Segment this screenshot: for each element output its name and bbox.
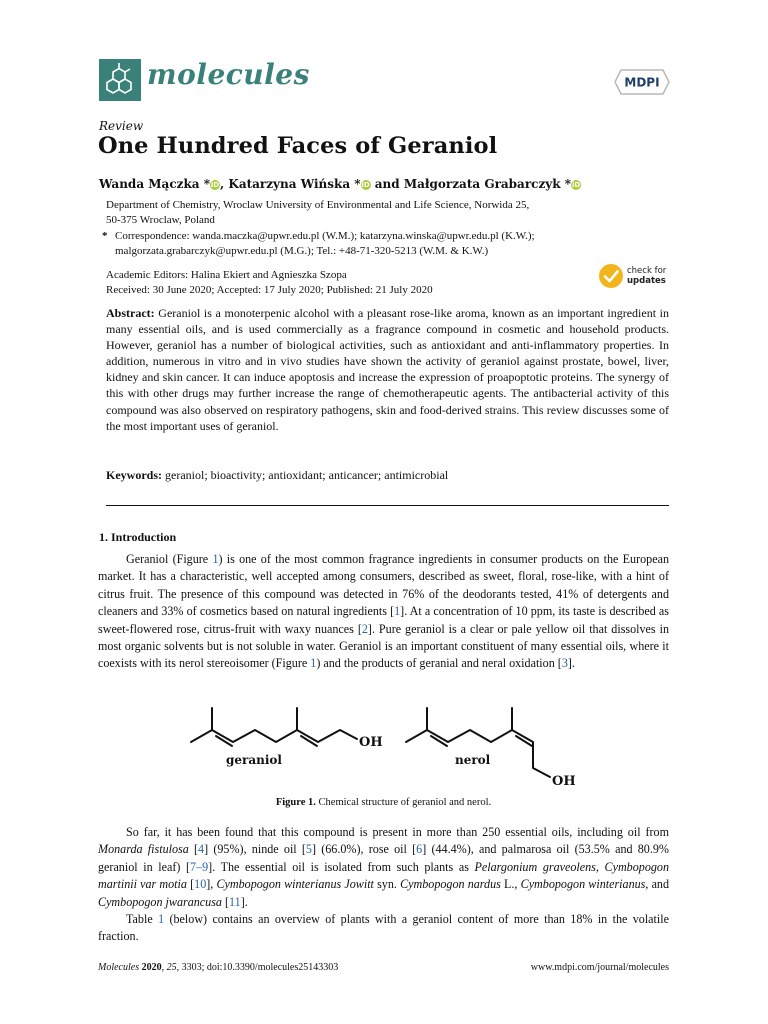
caption-text: Chemical structure of geraniol and nerol.	[318, 797, 492, 808]
affiliation-line: 50-375 Wroclaw, Poland	[106, 214, 215, 227]
footer-citation: Molecules 2020, 25, 3303; doi:10.3390/molecules25143303	[98, 962, 339, 973]
text-run: ) and the products of geranial and neral oxidation [	[316, 656, 562, 671]
academic-editors: Academic Editors: Halina Ekiert and Agnieszka Szopa	[106, 269, 347, 281]
author-list	[99, 177, 581, 191]
text-run: ]. At a concentration of 10 ppm, its taste is described as sweet-flowered rose, citrus-fruit with waxy nuances [	[98, 604, 669, 636]
footer-journal: Molecules	[98, 962, 140, 973]
publication-info	[106, 268, 576, 299]
author-separator: ,	[220, 177, 225, 191]
species-name: Cymbopogon nardus	[400, 877, 501, 892]
intro-paragraph-2	[98, 824, 669, 946]
citation-link[interactable]: 11	[229, 894, 241, 909]
orcid-icon[interactable]: iD	[210, 181, 220, 189]
text-run: ].	[567, 656, 575, 671]
article-type: Review	[99, 119, 144, 133]
check-updates-label-bold: updates	[627, 276, 666, 286]
abstract-label: Abstract:	[106, 306, 155, 320]
nerol-bond	[406, 708, 427, 742]
text-run: [	[186, 877, 195, 892]
citation-link[interactable]: 6	[416, 842, 423, 857]
text-run: syn.	[373, 877, 401, 892]
text-run: Geraniol (Figure	[126, 552, 213, 566]
caption-label: Figure 1.	[275, 797, 316, 808]
footer-volume: 25	[166, 962, 177, 973]
nerol-bond	[427, 708, 512, 742]
author-separator: and	[374, 177, 400, 191]
journal-name: molecules	[147, 58, 310, 91]
journal-logo	[99, 59, 141, 101]
citation-link[interactable]: 4	[198, 842, 205, 857]
figure-link[interactable]: 1	[310, 656, 317, 671]
geraniol-label: geraniol	[226, 753, 282, 767]
species-name: Pelargonium graveolens	[474, 859, 596, 874]
orcid-icon[interactable]: iD	[571, 181, 581, 189]
affiliation-line: Department of Chemistry, Wroclaw University of Environmental and Life Science, Norwida 25,	[106, 199, 530, 211]
species-name: Cymbopogon jwarancusa	[98, 894, 222, 909]
text-run: ]. Pure geraniol is a clear or pale yellow oil that dissolves in most organic solvents but is not soluble in water. Geraniol is an important constituent of many essential oils, where it coexists with its nerol stereoisomer (Figure	[98, 621, 669, 671]
correspondence-line: Correspondence: wanda.maczka@upwr.edu.pl (W.M.); katarzyna.winska@upwr.edu.pl (K.W.);	[115, 230, 535, 242]
publication-dates: Received: 30 June 2020; Accepted: 17 July 2020; Published: 21 July 2020	[106, 284, 433, 297]
citation-link[interactable]: 3	[561, 656, 568, 671]
text-run: L.,	[500, 877, 521, 892]
corresponding-mark: *	[354, 177, 361, 191]
correspondence-mark: *	[102, 230, 108, 242]
author-name[interactable]: Małgorzata Grabarczyk	[403, 177, 561, 191]
text-run: ] (44.4%), and palmarosa oil (53.5% and 80.9% geraniol in leaf) [	[98, 842, 669, 874]
check-updates-label: check for	[627, 266, 667, 276]
corresponding-mark: *	[564, 177, 572, 191]
abstract	[106, 305, 669, 434]
text-run: , and	[645, 877, 670, 892]
article-title: One Hundred Faces of Geraniol	[98, 133, 498, 159]
citation-link[interactable]: 7–9	[190, 859, 209, 874]
keywords-text: geraniol; bioactivity; antioxidant; anticancer; antimicrobial	[165, 468, 449, 482]
text-run: [	[221, 894, 230, 909]
keywords-label: Keywords:	[106, 468, 162, 482]
correspondence	[102, 229, 664, 260]
text-run: ] (95%), ninde oil [	[204, 842, 306, 857]
chemical-structure-figure	[170, 700, 600, 799]
species-name: Cymbopogon winterianus	[520, 877, 646, 892]
footer-url[interactable]: www.mdpi.com/journal/molecules	[530, 962, 669, 973]
hydroxyl-label: OH	[552, 774, 576, 789]
citation-link[interactable]: 10	[194, 877, 207, 892]
affiliation	[106, 198, 666, 229]
text-run: Table	[126, 912, 159, 927]
hydroxyl-label: OH	[359, 735, 383, 750]
keywords	[106, 468, 669, 483]
author-name[interactable]: Wanda Mączka	[99, 177, 200, 191]
mdpi-text: MDPI	[624, 75, 660, 90]
text-run: (below) contains an overview of plants with a geraniol content of more than 18% in the volatile fraction.	[98, 912, 670, 944]
geraniol-bond	[212, 708, 297, 742]
species-name: Monarda fistulosa	[98, 842, 189, 857]
figure-link[interactable]: 1	[212, 552, 219, 566]
text-run: So far, it has been found that this compound is present in more than 250 essential oils, including oil from	[126, 825, 669, 839]
corresponding-mark: *	[203, 177, 211, 191]
check-updates-button[interactable]	[627, 266, 666, 286]
orcid-icon[interactable]: iD	[361, 181, 370, 189]
intro-paragraph-1	[98, 551, 669, 673]
text-run: ],	[206, 877, 217, 892]
text-run: ,	[595, 859, 605, 874]
citation-link[interactable]: 5	[305, 842, 312, 857]
text-run: ].	[240, 894, 248, 909]
species-name: Cymbopogon martinii var motia	[98, 859, 670, 892]
footer-doi: , 3303; doi:10.3390/molecules25143303	[176, 962, 339, 973]
text-run: ] (66.0%), rose oil [	[311, 842, 417, 857]
table-link[interactable]: 1	[158, 912, 165, 927]
nerol-label: nerol	[455, 753, 491, 767]
species-name: Cymbopogon winterianus Jowitt	[216, 877, 374, 892]
author-name[interactable]: Katarzyna Wińska	[228, 177, 351, 191]
geraniol-bond	[191, 708, 212, 742]
abstract-text: Geraniol is a monoterpenic alcohol with a pleasant rose-like aroma, known as an important ingredient in many essential oils, and is used commercially as a fragrance compound in cosmetic and household products. However, geraniol has a number of biological activities, such as antioxidant and anti-inflammatory properties. In addition, numerous in vitro and in vivo studies have shown the activity of geraniol against prostate, bowel, liver, kidney and skin cancer. It can induce apoptosis and increase the expression of proapoptotic proteins. The synergy of this with other drugs may further increase the range of chemotherapeutic agents. The antibacterial activity of this compound was also observed on respiratory pathogens, skin and food-derived strains. This review discusses some of the most important uses of geraniol.	[106, 306, 669, 433]
citation-link[interactable]: 1	[394, 604, 401, 619]
check-updates-icon[interactable]	[598, 263, 624, 293]
mdpi-logo	[614, 68, 670, 100]
citation-link[interactable]: 2	[361, 621, 368, 636]
text-run: [	[188, 842, 199, 857]
text-run: ) is one of the most common fragrance ingredients in consumer products on the European market. It has a characteristic, well accepted among consumers, described as sweet, floral, rose-like, with a hint of citrus fruit. The presence of this compound was detected in 76% of the deodorants tested, 41% of detergents and cleaners and 33% of cosmetics based on natural ingredients [	[98, 552, 669, 619]
section-heading: 1. Introduction	[99, 530, 177, 544]
section-divider	[106, 505, 669, 506]
figure-caption	[98, 797, 669, 808]
footer-year: 2020	[141, 962, 162, 973]
correspondence-line: malgorzata.grabarczyk@upwr.edu.pl (M.G.); Tel.: +48-71-320-5213 (W.M. & K.W.)	[115, 245, 489, 258]
text-run: ]. The essential oil is isolated from such plants as	[208, 859, 475, 874]
